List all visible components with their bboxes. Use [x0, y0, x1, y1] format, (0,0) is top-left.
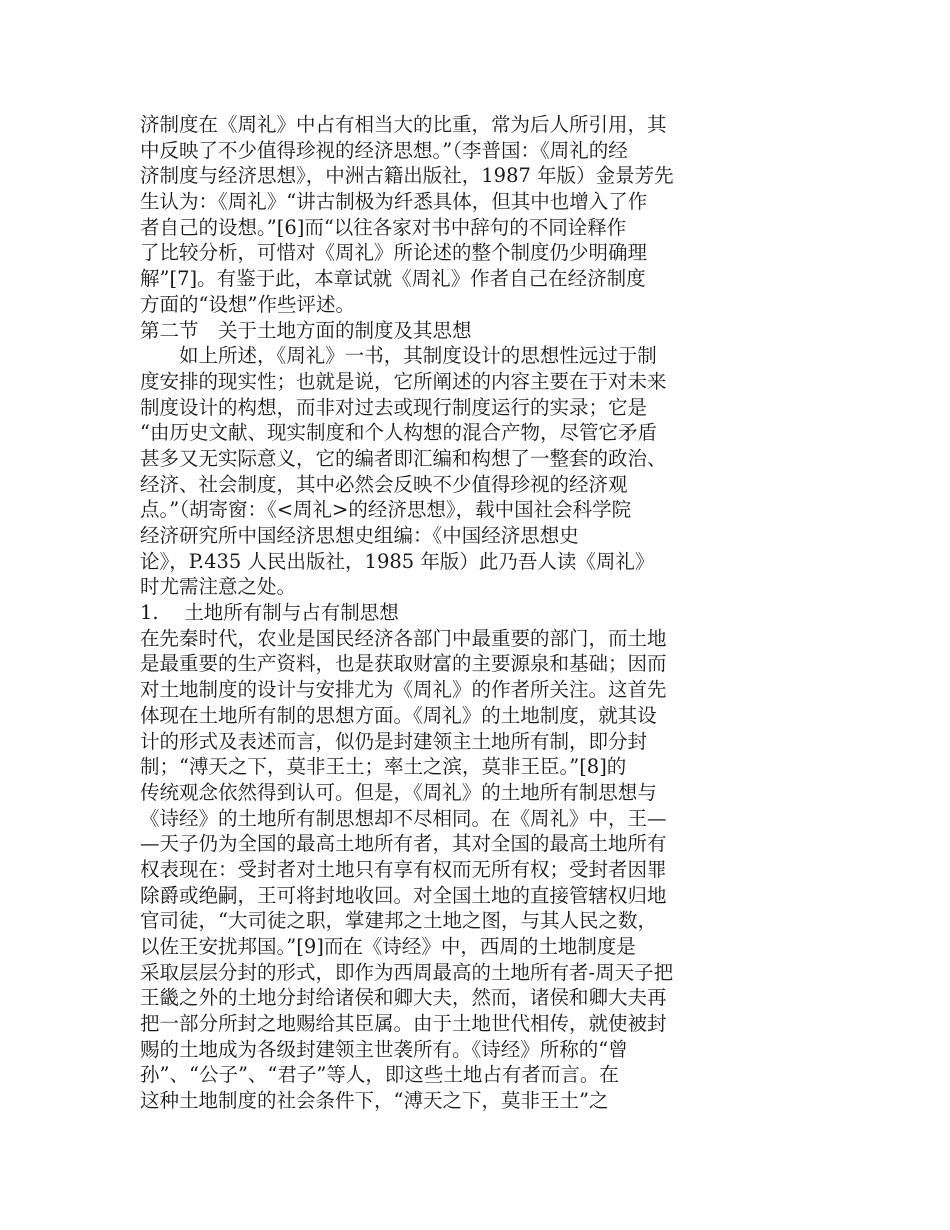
text-line: 孙”、“公子”、“君子”等人，即这些土地占有者而言。在: [140, 1063, 619, 1087]
text-line: 点。”（胡寄窗：《<周礼>的经济思想》，载中国社会科学院: [140, 498, 632, 522]
text-line: 在先秦时代，农业是国民经济各部门中最重要的部门，而土地: [140, 626, 667, 650]
text-line: “由历史文献、现实制度和个人构想的混合产物，尽管它矛盾: [140, 421, 657, 445]
text-line: 计的形式及表述而言，似仍是封建领主土地所有制，即分封: [140, 729, 648, 753]
text-line: 王畿之外的土地分封给诸侯和卿大夫，然而，诸侯和卿大夫再: [140, 986, 667, 1010]
text-line: 除爵或绝嗣，王可将封地收回。对全国土地的直接管辖权归地: [140, 883, 667, 907]
subsection-heading: 1. 土地所有制与占有制思想: [140, 601, 399, 625]
text-line: 权表现在：受封者对土地只有享有权而无所有权；受封者因罪: [140, 857, 667, 881]
text-line: 把一部分所封之地赐给其臣属。由于土地世代相传，就使被封: [140, 1012, 667, 1036]
text-line: 以佐王安扰邦国。”[9]而在《诗经》中，西周的土地制度是: [140, 935, 636, 958]
text-line: 生认为：《周礼》“讲古制极为纤悉具体，但其中也增入了作: [140, 190, 648, 214]
text-line: 中反映了不少值得珍视的经济思想。”（李普国：《周礼的经: [140, 138, 628, 162]
text-line: 经济研究所中国经济思想史组编：《中国经济思想史: [140, 524, 579, 547]
text-line: 济制度在《周礼》中占有相当大的比重，常为后人所引用，其: [140, 113, 667, 136]
text-line: 采取层层分封的形式，即作为西周最高的土地所有者-周天子把: [140, 960, 674, 984]
text-line: 如上所述，《周礼》一书，其制度设计的思想性远过于制: [140, 344, 657, 368]
text-line: 制度设计的构想，而非对过去或现行制度运行的实录；它是: [140, 395, 648, 419]
text-line: 官司徒，“大司徒之职，掌建邦之土地之图，与其人民之数，: [140, 909, 657, 933]
text-line: 论》，P.435 人民出版社，1985 年版）此乃吾人读《周礼》: [140, 549, 655, 573]
text-line: 时尤需注意之处。: [140, 575, 297, 599]
text-line: 是最重要的生产资料，也是获取财富的主要源泉和基础；因而: [140, 652, 667, 676]
text-line: 方面的“设想”作些评述。: [140, 292, 355, 316]
text-line: 解”[7]。有鉴于此，本章试就《周礼》作者自己在经济制度: [140, 267, 646, 291]
text-line: 度安排的现实性；也就是说，它所阐述的内容主要在于对未来: [140, 369, 667, 393]
text-line: 济制度与经济思想》，中洲古籍出版社，1987 年版）金景芳先: [140, 164, 674, 188]
text-line: 制；“溥天之下，莫非王土；率土之滨，莫非王臣。”[8]的: [140, 755, 627, 779]
text-line: 这种土地制度的社会条件下，“溥天之下，莫非王土”之: [140, 1089, 609, 1113]
text-line: 了比较分析，可惜对《周礼》所论述的整个制度仍少明确理: [140, 241, 648, 265]
text-line: 甚多又无实际意义，它的编者即汇编和构想了一整套的政治、: [140, 446, 667, 470]
body-text: [140, 112, 750, 1114]
text-line: —天子仍为全国的最高土地所有者，其对全国的最高土地所有: [140, 832, 667, 856]
text-line: 《诗经》的土地所有制思想却不尽相同。在《周礼》中，王—: [140, 806, 667, 830]
text-line: 传统观念依然得到认可。但是，《周礼》的土地所有制思想与: [140, 780, 657, 804]
section-heading: 第二节 关于土地方面的制度及其思想: [140, 318, 472, 342]
text-line: 对土地制度的设计与安排尤为《周礼》的作者所关注。这首先: [140, 678, 667, 702]
text-line: 者自己的设想。”[6]而“以往各家对书中辞句的不同诠释作: [140, 215, 627, 239]
text-line: 经济、社会制度，其中必然会反映不少值得珍视的经济观: [140, 472, 628, 496]
text-line: 体现在土地所有制的思想方面。《周礼》的土地制度，就其设: [140, 703, 657, 727]
text-line: 赐的土地成为各级封建领主世袭所有。《诗经》所称的“曾: [140, 1037, 628, 1061]
